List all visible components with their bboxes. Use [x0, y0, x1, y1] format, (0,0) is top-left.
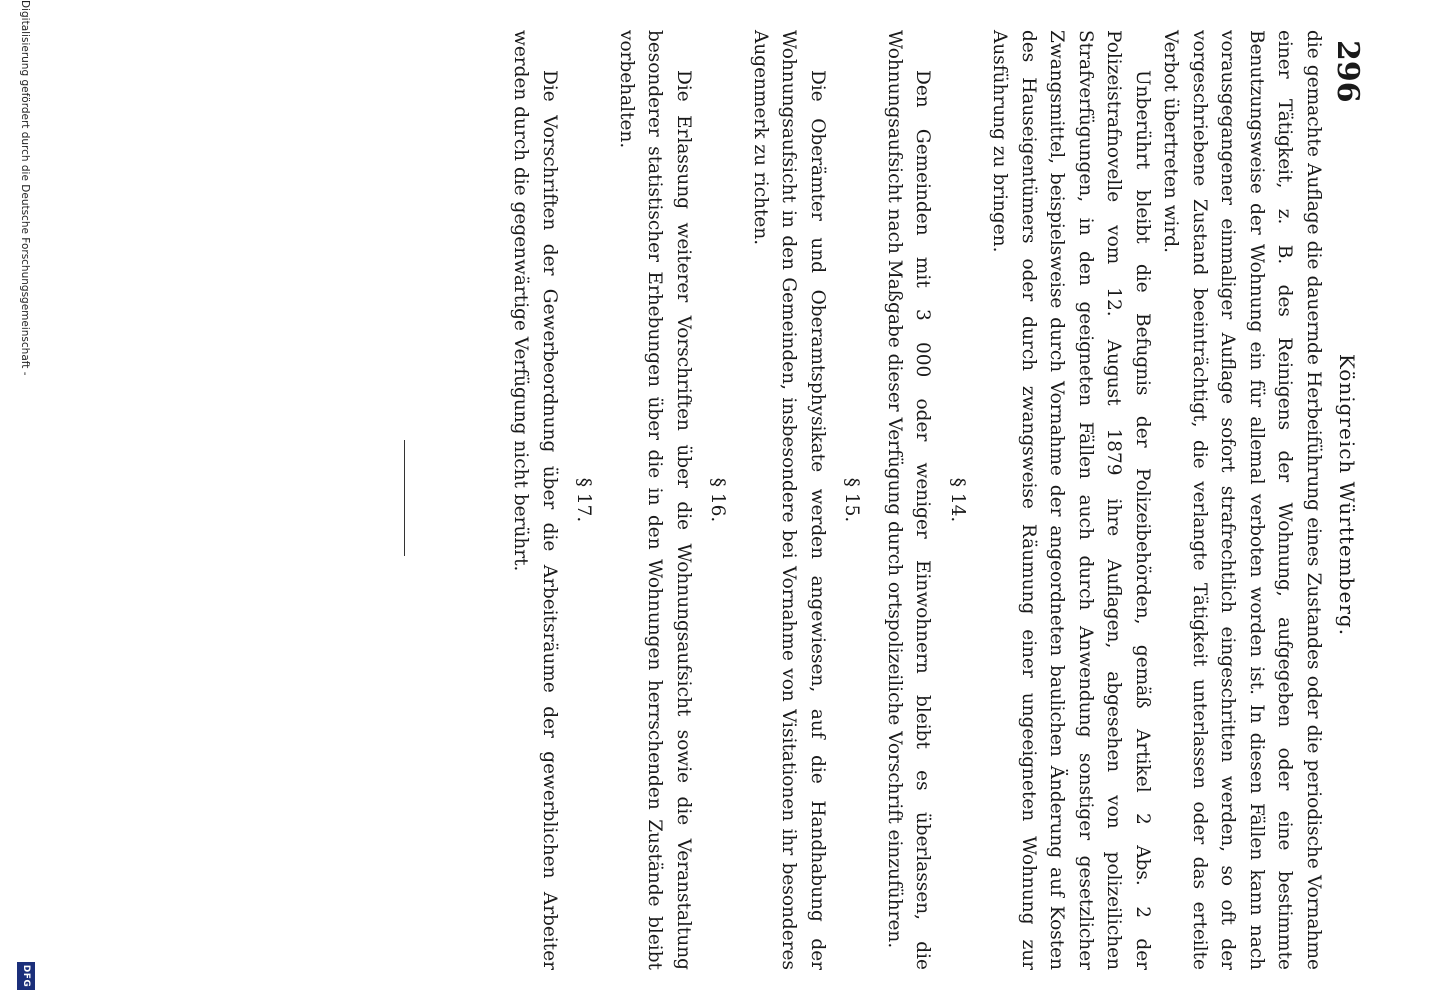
section-15-heading: § 15. — [841, 477, 863, 523]
paragraph-continued: die gemachte Auflage die dauernde Herbeiführung eines Zustandes oder die periodische Vornahme einer Tätigkeit, z. B. des Reinigens der Wohnung, aufgegeben oder eine bestimmte Benutzungsweise der Wohnung ein für allemal verboten worden ist. In diesen Fällen kann nach vorausgegangener einmaliger Auflage sofort strafrechtlich eingeschritten werden, so oft der vorgeschriebene Zustand beeinträchtigt, die verlangte Tätigkeit unterlassen oder das erteilte Verbot übertreten wird. — [1160, 30, 1324, 970]
section-16-heading: § 16. — [707, 477, 729, 523]
end-rule — [404, 440, 405, 556]
paragraph-police-authority: Unberührt bleibt die Befugnis der Polizeibehörden, gemäß Artikel 2 Abs. 2 der Polizeistrafnovelle vom 12. August 1879 ihre Auflagen, abgesehen von polizeilichen Strafverfügungen, in den geeigneten Fällen auch durch Anwendung sonstiger gesetzlicher Zwangsmittel, beispielsweise durch Vornahme der angeordneten baulichen Änderung auf Kosten des Hauseigentümers oder durch zwangsweise Räumung einer ungeeigneten Wohnung zur Ausführung zu bringen. — [989, 30, 1153, 970]
section-17-text: Die Vorschriften der Gewerbeordnung über die Arbeitsräume der gewerblichen Arbeiter werden durch die gegenwärtige Verfügung nicht berührt. — [510, 30, 560, 970]
body-text — [506, 30, 1327, 970]
section-14-heading: § 14. — [947, 477, 968, 523]
running-head: Königreich Württemberg. — [1335, 353, 1359, 637]
page-header — [1327, 40, 1367, 950]
section-17-heading: § 17. — [573, 477, 595, 523]
page-number: 296 — [1330, 40, 1365, 103]
section-14-text: Den Gemeinden mit 3 000 oder weniger Einwohnern bleibt es überlassen, die Wohnungsaufsicht nach Maßgabe dieser Verfügung durch ortspolizeiliche Vorschrift einzuführen. — [884, 30, 934, 970]
digitization-note: Digitalisierung gefördert durch die Deutsche Forschungsgemeinschaft - — [19, 0, 31, 376]
digitization-footer — [0, 0, 45, 1000]
section-16-text: Die Erlassung weiterer Vorschriften über die Wohnungsaufsicht sowie die Veranstaltung besonderer statistischer Erhebungen über die in den Wohnungen herrschenden Zustände bleibt vorbehalten. — [616, 30, 694, 970]
dfg-logo: DFG — [17, 962, 35, 990]
section-15-text: Die Oberämter und Oberamtsphysikate werden angewiesen, auf die Handhabung der Wohnungsaufsicht in den Gemeinden, insbesondere bei Vornahme von Visitationen ihr besonderes Augenmerk zu richten. — [750, 30, 828, 970]
